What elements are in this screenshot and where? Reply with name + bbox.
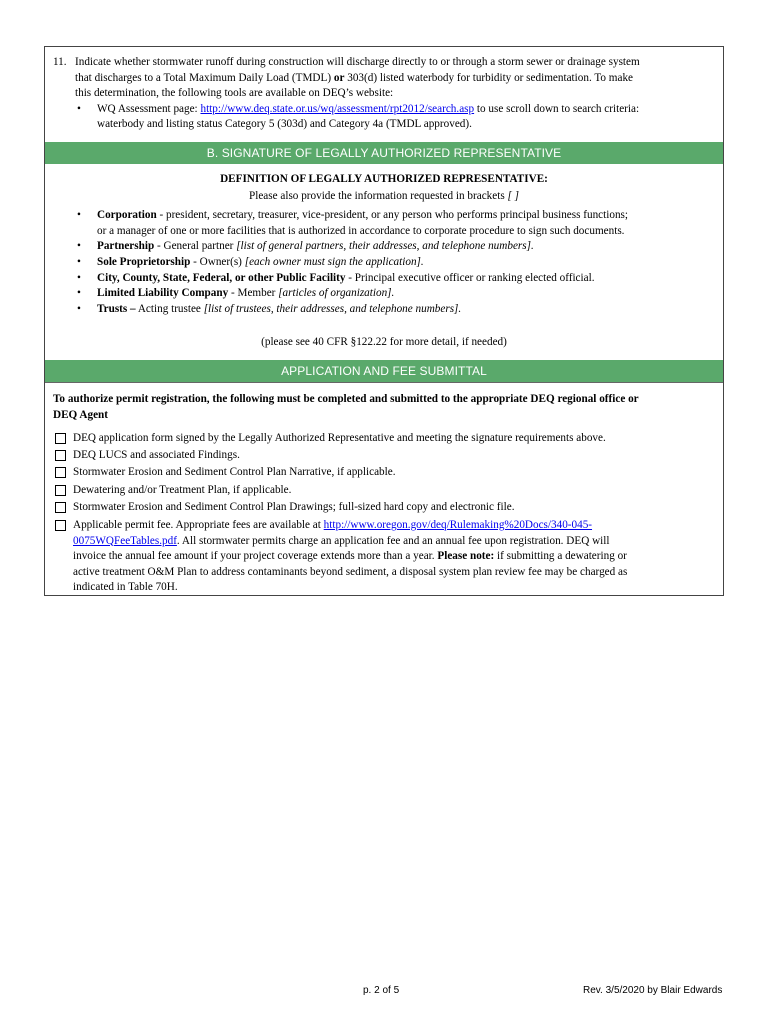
cfr-note: (please see 40 CFR §122.22 for more detail, if needed)	[261, 336, 507, 348]
term-public-facility: City, County, State, Federal, or other Public Facility	[97, 271, 346, 284]
checkbox-esc-narrative[interactable]	[55, 467, 66, 478]
bracket-symbol: [ ]	[507, 190, 519, 202]
fee-text-line3a: invoice the annual fee amount if your project coverage extends more than a year.	[73, 550, 438, 562]
wq-assessment-link[interactable]: http://www.deq.state.or.us/wq/assessment/rpt2012/search.asp	[200, 102, 475, 115]
checkbox-dewatering-plan[interactable]	[55, 485, 66, 496]
bullet-icon: •	[77, 271, 81, 284]
submittal-intro-line2: DEQ Agent	[53, 408, 109, 421]
checkbox-application-form[interactable]	[55, 433, 66, 444]
list-item-corporation	[97, 208, 628, 224]
bullet-icon: •	[77, 240, 81, 252]
term-sole-proprietorship: Sole Proprietorship	[97, 256, 191, 268]
item-number: 11.	[53, 56, 67, 68]
definition-title: DEFINITION OF LEGALLY AUTHORIZED REPRESENTATIVE:	[220, 173, 548, 185]
fee-line2	[73, 534, 609, 550]
checkbox-permit-fee[interactable]	[55, 520, 66, 531]
fee-text-line3b: if submitting a dewatering or	[494, 550, 627, 562]
wq-assessment-line2: waterbody and listing status Category 5 (303d) and Category 4a (TMDL approved).	[97, 118, 472, 130]
italic-llc: [articles of organization].	[278, 287, 395, 299]
wq-assessment-label: WQ Assessment page:	[97, 102, 201, 115]
list-item-llc	[97, 286, 394, 302]
fee-line1	[73, 518, 592, 534]
revision-note: Rev. 3/5/2020 by Blair Edwards	[583, 985, 723, 996]
section11-line2-b: 303(d) listed waterbody for turbidity or sedimentation. To make	[344, 71, 634, 84]
fee-line4: active treatment O&M Plan to address contaminants beyond sediment, a disposal system plan review fee may be charged as	[73, 565, 628, 578]
submittal-header: APPLICATION AND FEE SUBMITTAL	[45, 360, 723, 382]
italic-trusts: [list of trustees, their addresses, and telephone numbers].	[203, 302, 462, 315]
term-trusts: Trusts –	[97, 302, 136, 315]
text-corporation: - president, secretary, treasurer, vice-president, or any person who performs principal business functions;	[156, 209, 629, 221]
checkbox-lucs[interactable]	[55, 450, 66, 461]
list-item-sole-proprietorship	[97, 255, 424, 271]
term-corporation: Corporation	[97, 209, 157, 221]
list-item-trusts	[97, 302, 461, 318]
bracket-instruction	[45, 189, 723, 205]
text-sole-proprietorship: - Owner(s)	[190, 256, 245, 268]
bullet-icon: •	[77, 256, 81, 268]
fee-tables-link-part1[interactable]: http://www.oregon.gov/deq/Rulemaking%20Docs/340-045-	[323, 519, 593, 531]
check-label-application-form: DEQ application form signed by the Legally Authorized Representative and meeting the signature requirements above.	[73, 432, 606, 444]
list-item-public-facility	[97, 271, 595, 287]
bracket-instruction-text: Please also provide the information requested in brackets	[249, 190, 508, 202]
fee-tables-link-part2[interactable]: 0075WQFeeTables.pdf	[73, 534, 177, 547]
bullet-icon: •	[77, 302, 81, 315]
check-label-esc-narrative: Stormwater Erosion and Sediment Control Plan Narrative, if applicable.	[73, 466, 396, 478]
fee-text-a: Applicable permit fee. Appropriate fees are available at	[73, 519, 324, 531]
section11-line2-a: that discharges to a Total Maximum Daily Load (TMDL)	[75, 71, 334, 84]
section-11	[45, 47, 723, 143]
check-label-lucs: DEQ LUCS and associated Findings.	[73, 449, 240, 461]
fee-text-b: . All stormwater permits charge an application fee and an annual fee upon registration. DEQ will	[176, 534, 610, 547]
wq-assessment-suffix: to use scroll down to search criteria:	[474, 102, 640, 115]
fee-line3	[73, 549, 627, 565]
text-trusts: Acting trustee	[135, 302, 204, 315]
please-note-label: Please note:	[437, 550, 495, 562]
section11-line2-or: or	[333, 71, 345, 84]
italic-partnership: [list of general partners, their addresses, and telephone numbers].	[236, 240, 534, 252]
checkbox-esc-drawings[interactable]	[55, 502, 66, 513]
divider	[45, 382, 723, 383]
bullet-icon: •	[77, 287, 81, 299]
text-llc: - Member	[228, 287, 279, 299]
page-number: p. 2 of 5	[363, 985, 400, 996]
section11-line3: this determination, the following tools are available on DEQ’s website:	[75, 87, 394, 99]
term-partnership: Partnership	[97, 240, 155, 252]
form-box	[44, 46, 724, 596]
bullet-icon: •	[77, 209, 81, 221]
list-item-partnership	[97, 239, 534, 255]
section-b-header: B. SIGNATURE OF LEGALLY AUTHORIZED REPRESENTATIVE	[45, 142, 723, 164]
text-partnership: - General partner	[154, 240, 237, 252]
term-llc: Limited Liability Company	[97, 287, 229, 299]
italic-sole-proprietorship: [each owner must sign the application].	[244, 256, 424, 268]
section11-line1: Indicate whether stormwater runoff during construction will discharge directly to or through a storm sewer or drainage system	[75, 56, 640, 68]
text-public-facility: - Principal executive officer or ranking elected official.	[345, 271, 595, 284]
fee-line5: indicated in Table 70H.	[73, 581, 178, 593]
check-label-dewatering-plan: Dewatering and/or Treatment Plan, if applicable.	[73, 484, 292, 496]
list-item-corporation-line2: or a manager of one or more facilities that is authorized in accordance to corporate procedure to sign such documents.	[97, 224, 625, 237]
section11-line2	[75, 71, 633, 87]
wq-assessment-line	[97, 102, 639, 118]
bullet-icon: •	[77, 102, 81, 115]
check-label-esc-drawings: Stormwater Erosion and Sediment Control Plan Drawings; full-sized hard copy and electronic file.	[73, 501, 515, 513]
submittal-intro-line1: To authorize permit registration, the following must be completed and submitted to the appropriate DEQ regional office or	[53, 393, 639, 405]
